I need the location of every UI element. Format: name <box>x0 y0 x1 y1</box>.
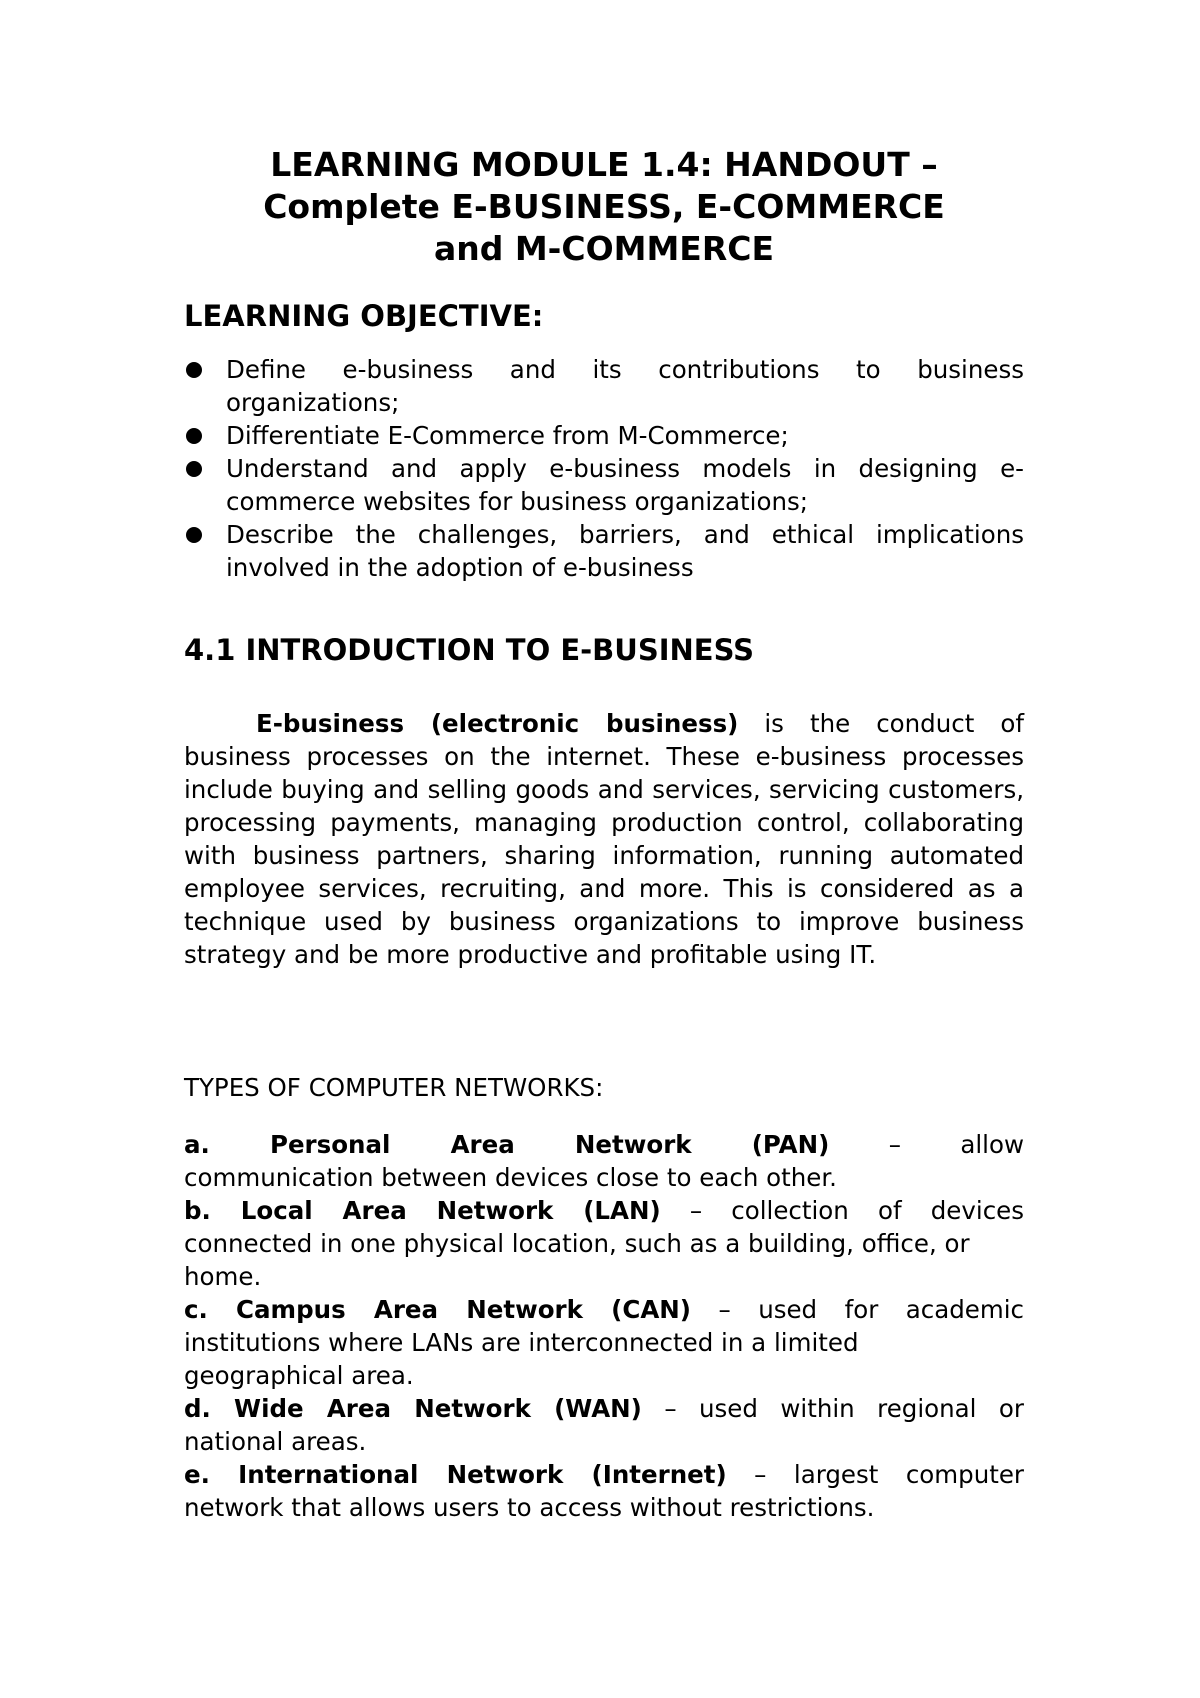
network-term: e. International Network (Internet) <box>184 1460 727 1489</box>
objective-text: Understand and apply e-business models in designing e-commerce websites for business organizations; <box>226 454 1024 516</box>
networks-list <box>184 1128 1024 1524</box>
network-item <box>184 1458 1024 1524</box>
objectives-heading: LEARNING OBJECTIVE: <box>184 299 544 333</box>
network-item-first-line <box>184 1194 1024 1227</box>
network-item <box>184 1293 1024 1392</box>
network-item <box>184 1128 1024 1194</box>
network-desc: connected in one physical location, such as a building, office, or home. <box>184 1229 970 1291</box>
objective-text: Define e-business and its contributions to business organizations; <box>226 355 1024 417</box>
objective-item <box>184 353 1024 419</box>
network-desc: communication between devices close to each other. <box>184 1163 837 1192</box>
intro-paragraph <box>184 707 1024 971</box>
bullet-icon <box>186 362 202 378</box>
network-term: a. Personal Area Network (PAN) <box>184 1130 830 1159</box>
title-line-2: Complete E-BUSINESS, E-COMMERCE <box>263 187 945 226</box>
network-item-first-line <box>184 1392 1024 1425</box>
network-item <box>184 1392 1024 1458</box>
objective-item <box>184 419 1024 452</box>
network-desc: national areas. <box>184 1427 367 1456</box>
objectives-list <box>184 353 1024 584</box>
network-item-first-line <box>184 1458 1024 1491</box>
network-desc-start: – used within regional or <box>641 1394 1024 1423</box>
bullet-icon <box>186 461 202 477</box>
page-title <box>184 144 1024 270</box>
intro-text: is the conduct of business processes on the internet. These e-business processes include buying and selling goods and services, servicing customers, processing payments, managing production control, collaborating with business partners, sharing information, running automated employee services, recruiting, and more. This is considered as a technique used by business organizations to improve business strategy and be more productive and profitable using IT. <box>184 709 1024 969</box>
objective-item <box>184 452 1024 518</box>
objective-text: Differentiate E-Commerce from M-Commerce; <box>226 421 789 450</box>
network-desc: institutions where LANs are interconnected in a limited geographical area. <box>184 1328 859 1390</box>
title-line-3: and M-COMMERCE <box>433 229 775 268</box>
bullet-icon <box>186 428 202 444</box>
network-item-first-line <box>184 1128 1024 1161</box>
network-term: c. Campus Area Network (CAN) <box>184 1295 691 1324</box>
network-desc-start: – largest computer <box>726 1460 1024 1489</box>
network-desc-start: – collection of devices <box>660 1196 1024 1225</box>
bullet-icon <box>186 527 202 543</box>
network-item-first-line <box>184 1293 1024 1326</box>
networks-heading: TYPES OF COMPUTER NETWORKS: <box>184 1073 604 1102</box>
intro-term: E-business (electronic business) <box>256 709 739 738</box>
objective-text: Describe the challenges, barriers, and ethical implications involved in the adoption of e-business <box>226 520 1024 582</box>
section-heading: 4.1 INTRODUCTION TO E-BUSINESS <box>184 633 755 667</box>
network-term: d. Wide Area Network (WAN) <box>184 1394 642 1423</box>
objective-item <box>184 518 1024 584</box>
network-term: b. Local Area Network (LAN) <box>184 1196 661 1225</box>
title-line-1: LEARNING MODULE 1.4: HANDOUT – <box>270 145 938 184</box>
network-desc-start: – allow <box>829 1130 1025 1159</box>
network-item <box>184 1194 1024 1293</box>
network-desc: network that allows users to access without restrictions. <box>184 1493 875 1522</box>
network-desc-start: – used for academic <box>691 1295 1024 1324</box>
